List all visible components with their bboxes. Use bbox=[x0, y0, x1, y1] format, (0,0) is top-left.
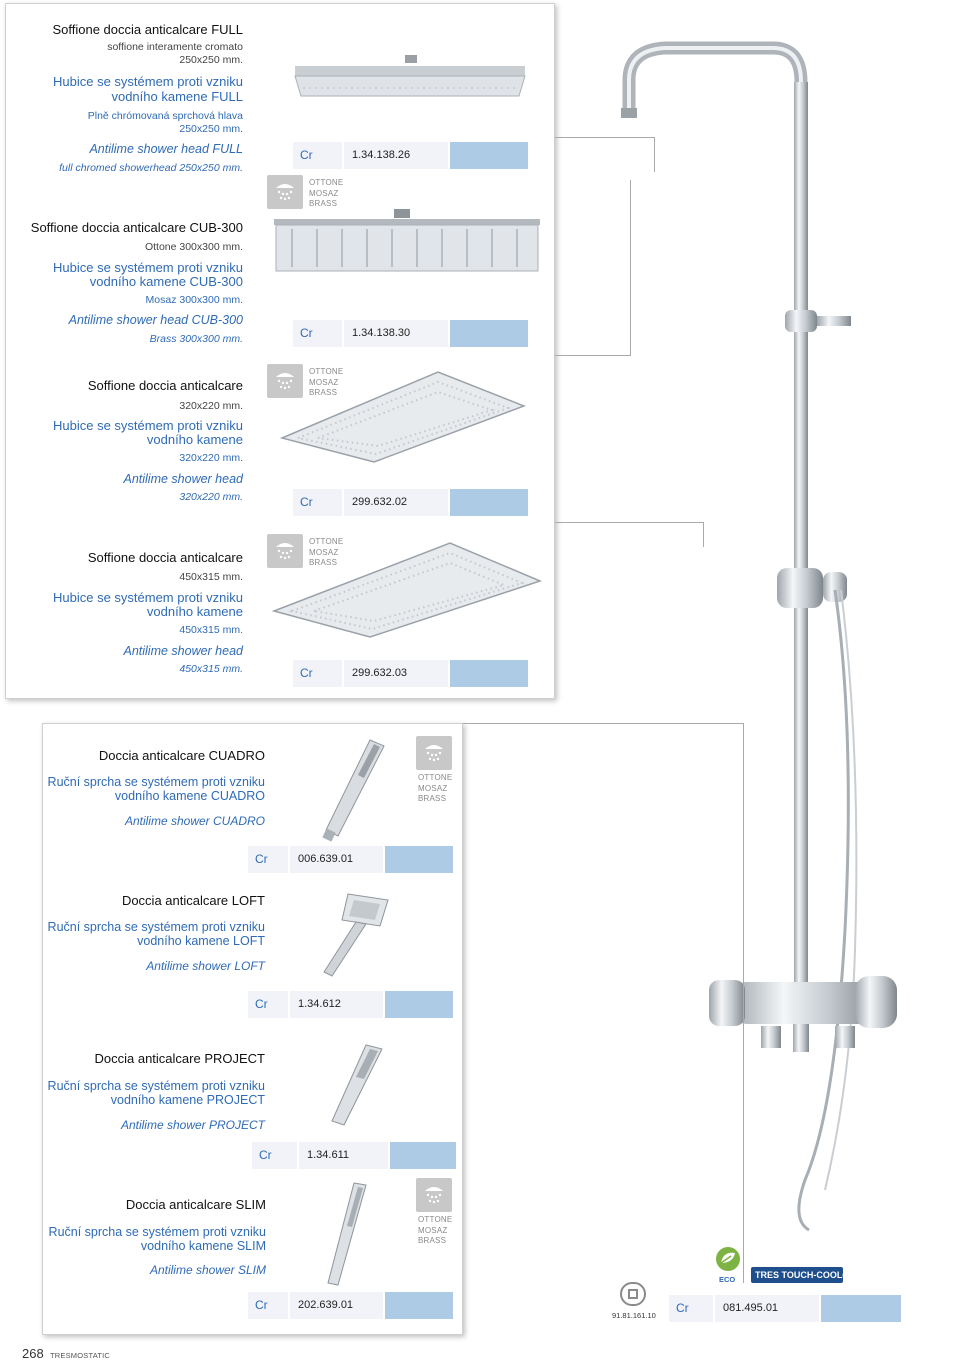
product-title: Doccia anticalcare LOFT bbox=[121, 893, 265, 908]
finish-label: Cr bbox=[248, 1292, 288, 1319]
code-color-bar bbox=[390, 1142, 456, 1169]
guide-line bbox=[630, 180, 631, 356]
eco-label: ECO bbox=[719, 1275, 736, 1284]
product-name-cz: Hubice se systémem proti vzniku bbox=[52, 418, 243, 433]
product-title: Doccia anticalcare CUADRO bbox=[98, 748, 265, 763]
brand-tag: TRES TOUCH-COOL® bbox=[751, 1267, 843, 1283]
hand-shower-project-image bbox=[326, 1043, 386, 1129]
product-name-cz: Ruční sprcha se systémem proti vzniku bbox=[48, 1225, 266, 1239]
product-code-row bbox=[293, 320, 528, 347]
product-size-cz: Mosaz 300x300 mm. bbox=[145, 294, 243, 306]
product-name-en: Antilime shower head bbox=[123, 644, 243, 658]
product-desc-cz: Plně chrómovaná sprchová hlava bbox=[87, 110, 243, 122]
guide-line bbox=[463, 723, 743, 724]
shower-column-image bbox=[555, 30, 955, 1320]
product-code: 1.34.611 bbox=[299, 1142, 388, 1169]
product-code-row bbox=[252, 1142, 456, 1169]
hand-shower-slim-image bbox=[322, 1181, 370, 1291]
product-name-cz-2: vodního kamene SLIM bbox=[140, 1239, 266, 1253]
product-name-cz-2: vodního kamene bbox=[146, 604, 243, 619]
product-size-en: 320x220 mm. bbox=[179, 491, 243, 503]
product-title: Soffione doccia anticalcare bbox=[87, 378, 243, 393]
product-code: 202.639.01 bbox=[290, 1292, 383, 1319]
product-name-en: Antilime shower CUADRO bbox=[124, 814, 265, 828]
shower-head-320-image bbox=[278, 366, 526, 464]
product-code-row bbox=[248, 991, 453, 1018]
product-code: 299.632.02 bbox=[344, 489, 448, 516]
product-size-en: Brass 300x300 mm. bbox=[149, 333, 243, 345]
product-size-it: 250x250 mm. bbox=[179, 54, 243, 66]
product-name-cz: Ruční sprcha se systémem proti vzniku bbox=[47, 920, 265, 934]
shower-head-icon bbox=[416, 736, 452, 770]
product-name-cz-2: vodního kamene CUB-300 bbox=[89, 274, 243, 289]
product-name-cz-2: vodního kamene PROJECT bbox=[110, 1093, 265, 1107]
code-color-bar bbox=[450, 660, 528, 687]
product-desc-it: soffione interamente cromato bbox=[107, 41, 243, 53]
page-number: 268 bbox=[22, 1346, 44, 1361]
product-name-cz-2: vodního kamene bbox=[146, 432, 243, 447]
product-name-en: Antilime shower SLIM bbox=[149, 1263, 266, 1277]
product-code-row bbox=[293, 142, 528, 169]
product-title: Soffione doccia anticalcare CUB-300 bbox=[30, 220, 243, 235]
product-name-cz: Hubice se systémem proti vzniku bbox=[52, 74, 243, 89]
product-name-en: Antilime shower head FULL bbox=[89, 142, 243, 156]
finish-label: Cr bbox=[293, 489, 342, 516]
product-desc-en: full chromed showerhead 250x250 mm. bbox=[59, 162, 243, 174]
finish-label: Cr bbox=[252, 1142, 297, 1169]
shower-head-full-image bbox=[293, 52, 528, 102]
product-code: 1.34.138.30 bbox=[344, 320, 448, 347]
code-color-bar bbox=[450, 489, 528, 516]
product-code-row bbox=[293, 489, 528, 516]
product-name-cz-2: vodního kamene CUADRO bbox=[114, 789, 265, 803]
product-name-cz: Hubice se systémem proti vzniku bbox=[52, 590, 243, 605]
code-color-bar bbox=[450, 320, 528, 347]
product-name-en: Antilime shower PROJECT bbox=[120, 1118, 265, 1132]
shower-head-icon bbox=[416, 1178, 452, 1212]
product-title: Doccia anticalcare PROJECT bbox=[94, 1051, 265, 1066]
product-size-it: Ottone 300x300 mm. bbox=[144, 241, 243, 253]
product-name-cz: Ruční sprcha se systémem proti vzniku bbox=[47, 1079, 265, 1093]
product-code: 299.632.03 bbox=[344, 660, 448, 687]
guide-line bbox=[654, 137, 655, 172]
product-size-it: 320x220 mm. bbox=[179, 400, 243, 412]
material-list: OTTONE MOSAZ BRASS bbox=[309, 537, 344, 568]
product-code-row bbox=[248, 846, 453, 873]
finish-label: Cr bbox=[293, 142, 342, 169]
shower-head-icon bbox=[267, 175, 303, 209]
guide-line bbox=[555, 137, 655, 138]
material-list: OTTONE MOSAZ BRASS bbox=[418, 773, 453, 804]
guide-line bbox=[703, 522, 704, 547]
product-size-cz: 250x250 mm. bbox=[179, 123, 243, 135]
finish-label: Cr bbox=[248, 846, 288, 873]
product-size-cz: 450x315 mm. bbox=[179, 624, 243, 636]
product-name-en: Antilime shower head bbox=[123, 472, 243, 486]
product-code-row bbox=[669, 1295, 901, 1322]
product-code-row bbox=[293, 660, 528, 687]
code-color-bar bbox=[821, 1295, 901, 1322]
code-color-bar bbox=[385, 1292, 453, 1319]
code-color-bar bbox=[385, 991, 453, 1018]
product-title: Soffione doccia anticalcare FULL bbox=[52, 22, 243, 37]
product-name-cz: Hubice se systémem proti vzniku bbox=[52, 260, 243, 275]
product-name-en: Antilime shower head CUB-300 bbox=[68, 313, 243, 327]
material-list: OTTONE MOSAZ BRASS bbox=[309, 178, 344, 209]
code-color-bar bbox=[450, 142, 528, 169]
aux-code: 91.81.161.10 bbox=[612, 1311, 656, 1320]
product-code: 081.495.01 bbox=[715, 1295, 819, 1322]
shower-head-450-image bbox=[270, 539, 542, 639]
product-title: Doccia anticalcare SLIM bbox=[125, 1197, 266, 1212]
product-code: 1.34.138.26 bbox=[344, 142, 448, 169]
guide-line bbox=[555, 522, 703, 523]
shower-head-cub-300-image bbox=[272, 207, 544, 275]
finish-label: Cr bbox=[293, 660, 342, 687]
finish-label: Cr bbox=[293, 320, 342, 347]
wall-connection-icon bbox=[620, 1282, 646, 1306]
finish-label: Cr bbox=[248, 991, 288, 1018]
product-name-cz: Ruční sprcha se systémem proti vzniku bbox=[47, 775, 265, 789]
guide-line bbox=[743, 723, 744, 1283]
product-name-cz-2: vodního kamene FULL bbox=[111, 89, 243, 104]
product-name-en: Antilime shower LOFT bbox=[146, 959, 265, 973]
finish-label: Cr bbox=[669, 1295, 713, 1322]
product-size-en: 450x315 mm. bbox=[179, 663, 243, 675]
product-code: 006.639.01 bbox=[290, 846, 383, 873]
product-name-cz-2: vodního kamene LOFT bbox=[137, 934, 265, 948]
hand-shower-loft-image bbox=[318, 888, 394, 980]
section-name: TRESMOSTATIC bbox=[50, 1351, 111, 1360]
hand-shower-cuadro-image bbox=[318, 738, 390, 844]
product-code-row bbox=[248, 1292, 453, 1319]
product-title: Soffione doccia anticalcare bbox=[87, 550, 243, 565]
guide-line bbox=[555, 355, 630, 356]
product-code: 1.34.612 bbox=[290, 991, 383, 1018]
product-size-it: 450x315 mm. bbox=[179, 571, 243, 583]
code-color-bar bbox=[385, 846, 453, 873]
material-list: OTTONE MOSAZ BRASS bbox=[309, 367, 344, 398]
material-list: OTTONE MOSAZ BRASS bbox=[418, 1215, 453, 1246]
product-size-cz: 320x220 mm. bbox=[179, 452, 243, 464]
